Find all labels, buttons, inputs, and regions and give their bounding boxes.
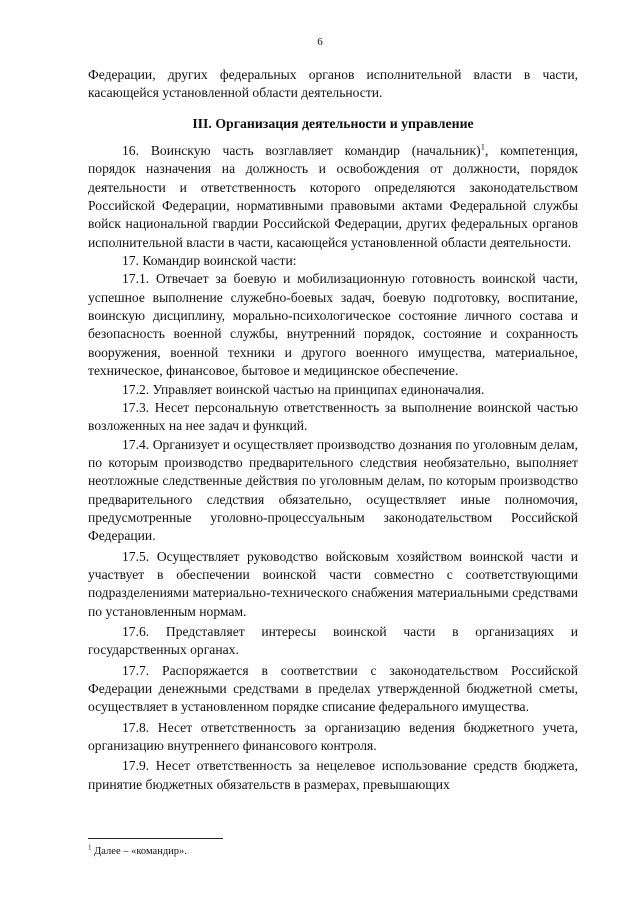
paragraph-17-2: 17.2. Управляет воинской частью на принципах единоначалия. bbox=[122, 381, 485, 397]
paragraph-17-6: 17.6. Представляет интересы воинской части в организациях и государственных органах. bbox=[88, 623, 578, 658]
paragraph-17-7: 17.7. Распоряжается в соответствии с законодательством Российской Федерации денежными средствами в пределах утвержденной бюджетной сметы, осуществляет в установленном порядке списание федерального имущества. bbox=[88, 662, 578, 715]
paragraph-16 bbox=[88, 142, 578, 252]
paragraph-17-5: 17.5. Осуществляет руководство войсковым хозяйством воинской части и участвует в обеспечении воинской части совместно с соответствующими подразделениями материально-технического снабжения материальными средствами по установленным нормам. bbox=[88, 548, 578, 619]
paragraph-17-9: 17.9. Несет ответственность за нецелевое использование средств бюджета, принятие бюджетных обязательств в размерах, превышающих bbox=[88, 758, 578, 792]
paragraph-17-1: 17.1. Отвечает за боевую и мобилизационную готовность воинской части, успешное выполнение служебно-боевых задач, боевую подготовку, воспитание, воинскую дисциплину, морально-психологическое состояние личного состава и безопасность военной службы, внутренний порядок, состояние и сохранность вооружения, военной техники и другого военного имущества, материальное, техническое, финансовое, бытовое и медицинское обеспечение. bbox=[88, 271, 578, 379]
paragraph-16-text-start: 16. Воинскую часть возглавляет командир (начальник) bbox=[122, 143, 481, 159]
paragraph-16-text-end: , компетенция, порядок назначения на должность и освобождения от должности, порядок деятельности и ответственность которого определяются законодательством Российской Федерации, нормативными правовыми актами Федеральной службы войск национальной гвардии Российской Федерации, других федеральных органов исполнительной власти в части, касающейся установленной области деятельности. bbox=[88, 143, 578, 250]
paragraph-17-8: 17.8. Несет ответственность за организацию ведения бюджетного учета, организацию внутреннего финансового контроля. bbox=[88, 719, 578, 754]
section-heading: III. Организация деятельности и управление bbox=[192, 115, 474, 131]
footnote-separator bbox=[88, 838, 223, 839]
footnote-mark: 1 bbox=[88, 843, 92, 852]
footnote-text: Далее – «командир». bbox=[91, 846, 187, 857]
page-number: 6 bbox=[317, 36, 323, 48]
paragraph-17-3: 17.3. Несет персональную ответственность за выполнение воинской частью возложенных на нее задач и функций. bbox=[88, 399, 578, 434]
continuation-paragraph: Федерации, других федеральных органов исполнительной власти в части, касающейся установленной области деятельности. bbox=[88, 67, 578, 101]
paragraph-17: 17. Командир воинской части: bbox=[122, 253, 297, 269]
footnote-reference-mark: 1 bbox=[480, 141, 485, 152]
paragraph-17-4: 17.4. Организует и осуществляет производство дознания по уголовным делам, по которым производство предварительного следствия необязательно, выполняет неотложные следственные действия по уголовным делам, по которым производство предварительного следствия обязательно, осуществляет иные полномочия, предусмотренные уголовно-процессуальным законодательством Российской Федерации. bbox=[88, 436, 578, 544]
footnote bbox=[88, 843, 187, 857]
document-body bbox=[88, 66, 578, 794]
